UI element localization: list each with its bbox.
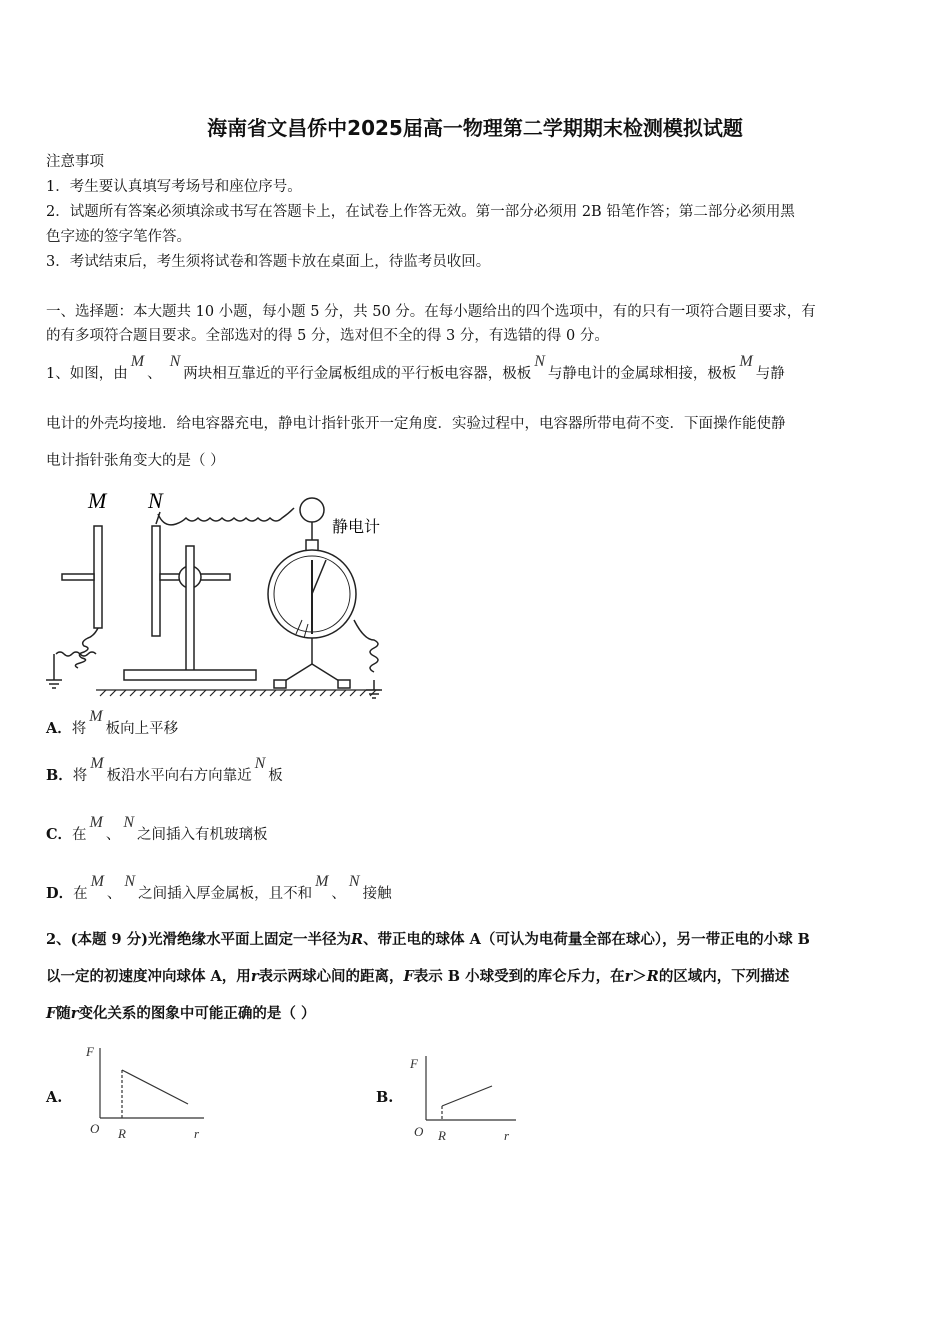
var-n: N <box>254 755 266 772</box>
notice-item: 色字迹的签字笔作答。 <box>46 229 191 245</box>
q2-stem-line3: F随r变化关系的图象中可能正确的是（ ） <box>46 1005 316 1022</box>
q1-stem-line3: 电计指针张角变大的是（ ） <box>46 453 225 469</box>
notice-item: 2．试题所有答案必须填涂或书写在答题卡上，在试卷上作答无效。第一部分必须用 2B 铅笔作答；第二部分必须用黑 <box>46 204 795 220</box>
var-m: M <box>315 873 329 890</box>
q1-option-c[interactable]: C．在M、N之间插入有机玻璃板 <box>46 814 268 843</box>
svg-text:F: F <box>86 1044 94 1059</box>
var-n: N <box>124 873 136 890</box>
var-n: N <box>123 814 135 831</box>
var-m: M <box>89 814 103 831</box>
q1-stem-line2: 电计的外壳均接地．给电容器充电，静电计指针张开一定角度．实验过程中，电容器所带电荷不变．下面操作能使静 <box>46 416 786 432</box>
q2-stem-line2: 以一定的初速度冲向球体 A，用r表示两球心间的距离，F表示 B 小球受到的库仑斥力，在r＞R的区域内，下列描述 <box>46 968 790 985</box>
svg-text:F: F <box>410 1056 418 1071</box>
capacitor-electrometer-figure <box>40 484 400 706</box>
figure-label-n: N <box>148 488 163 513</box>
var-m: M <box>739 353 753 370</box>
svg-text:O: O <box>90 1121 100 1136</box>
section-intro-line: 的有多项符合题目要求。全部选对的得 5 分，选对但不全的得 3 分，有选错的得 0 分。 <box>46 328 609 344</box>
var-m: M <box>130 353 145 370</box>
q2-graph-a[interactable] <box>84 1040 214 1146</box>
figure-label-electrometer: 静电计 <box>332 519 381 536</box>
svg-text:R: R <box>438 1128 446 1143</box>
q1-option-b[interactable]: B．将M板沿水平向右方向靠近N板 <box>46 755 283 784</box>
page-title: 海南省文昌侨中2025届高一物理第二学期期末检测模拟试题 <box>207 116 743 140</box>
var-n: N <box>534 353 545 370</box>
var-m: M <box>90 755 104 772</box>
figure-label-m: M <box>88 488 107 513</box>
q2-graph-b[interactable] <box>406 1048 526 1148</box>
svg-text:r: r <box>194 1126 200 1141</box>
q1-option-a[interactable]: A．将M板向上平移 <box>46 708 179 737</box>
q2-option-a-label[interactable]: A. <box>46 1089 63 1106</box>
plate-n-stand <box>124 512 256 680</box>
section-intro-line: 一、选择题：本大题共 10 小题，每小题 5 分，共 50 分。在每小题给出的四个选项中，有的只有一项符合题目要求，有 <box>46 304 816 320</box>
var-n: N <box>348 873 360 890</box>
var-m: M <box>90 873 104 890</box>
q1-stem-line1: 1、如图，由M、N两块相互靠近的平行金属板组成的平行板电容器，极板N与静电计的金属球相接，极板M与静 <box>46 353 785 382</box>
ground-surface <box>96 690 380 696</box>
notice-item: 1．考生要认真填写考场号和座位序号。 <box>46 179 302 195</box>
svg-text:r: r <box>504 1128 510 1143</box>
var-m: M <box>89 708 103 725</box>
svg-text:O: O <box>414 1124 424 1139</box>
q1-option-d[interactable]: D．在M、N之间插入厚金属板，且不和M、N接触 <box>46 873 392 902</box>
var-n: N <box>169 353 181 370</box>
notice-heading: 注意事项 <box>46 154 104 170</box>
plate-m <box>46 526 102 688</box>
q2-stem-line1: 2、(本题 9 分)光滑绝缘水平面上固定一半径为R、带正电的球体 A（可认为电荷量全部在球心），另一带正电的小球 B <box>46 931 810 948</box>
svg-text:R: R <box>118 1126 126 1141</box>
connecting-wire <box>158 508 294 525</box>
notice-item: 3．考试结束后，考生须将试卷和答题卡放在桌面上，待监考员收回。 <box>46 254 491 270</box>
q2-option-b-label[interactable]: B. <box>376 1089 394 1106</box>
